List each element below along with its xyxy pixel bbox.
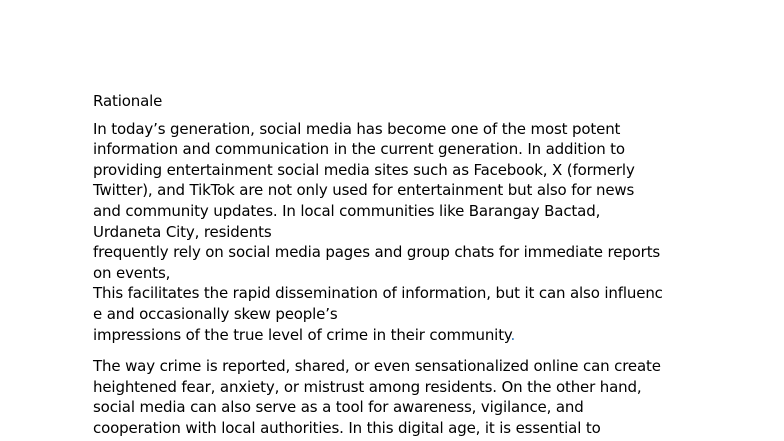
paragraph-line: social media can also serve as a tool for awareness, vigilance, and (93, 398, 584, 417)
paragraph-line: cooperation with local authorities. In this digital age, it is essential to (93, 418, 601, 437)
paragraph-line-last (93, 325, 693, 346)
paragraph-line: heightened fear, anxiety, or mistrust among residents. On the other hand, (93, 377, 642, 396)
paragraph-1 (93, 119, 693, 346)
paragraph-line: In today’s generation, social media has become one of the most potent (93, 119, 621, 138)
paragraph-line: Urdaneta City, residents (93, 222, 272, 241)
section-heading: Rationale (93, 92, 163, 110)
paragraph-line: information and communication in the current generation. In addition to (93, 140, 625, 159)
paragraph-line-text: impressions of the true level of crime in their community (93, 325, 511, 344)
paragraph-line: providing entertainment social media sites such as Facebook, X (formerly (93, 160, 635, 179)
paragraph-line: and community updates. In local communities like Barangay Bactad, (93, 201, 601, 220)
paragraph-end-mark: . (510, 325, 516, 344)
paragraph-line: frequently rely on social media pages and group chats for immediate reports (93, 243, 661, 262)
paragraph-line: Twitter), and TikTok are not only used for entertainment but also for news (93, 181, 635, 200)
paragraph-line: This facilitates the rapid dissemination of information, but it can also influenc (93, 284, 663, 303)
paragraph-2 (93, 356, 693, 438)
paragraph-line: The way crime is reported, shared, or even sensationalized online can create (93, 357, 661, 376)
paragraph-line: on events, (93, 263, 171, 282)
paragraph-line: e and occasionally skew people’s (93, 304, 338, 323)
document-body (93, 91, 693, 441)
